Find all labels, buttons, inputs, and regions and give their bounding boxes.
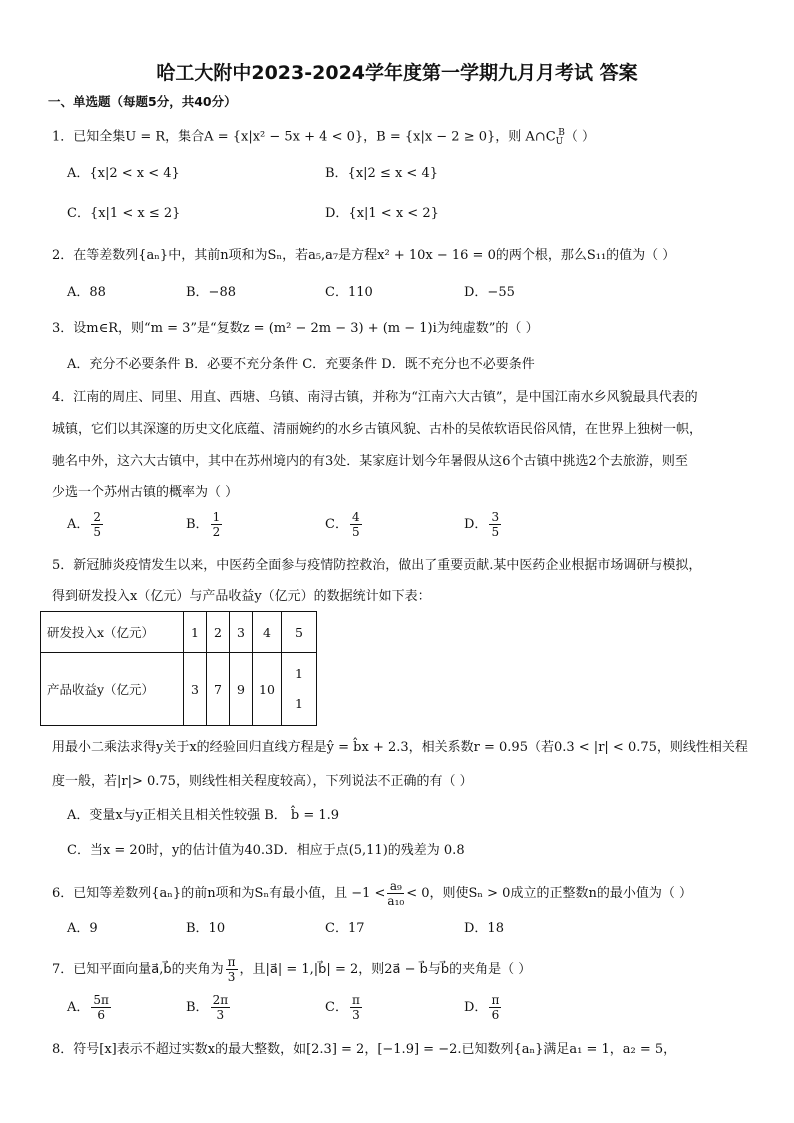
q5-options-cd: C．当x = 20时，y的估计值为40.3D．相应于点(5,11)的残差为 0.8 bbox=[67, 843, 465, 858]
question-6-stem: 6．已知等差数列{aₙ}的前n项和为Sₙ有最小值，且 −1 < $\frac{\text{a₉}}{\text{a₁₀}}$ < 0，则使Sₙ > 0成立的正整数n的最小值为（ ） bbox=[52, 879, 692, 908]
table-cell: 9 bbox=[230, 653, 253, 726]
q3-options: A．充分不必要条件 B．必要不充分条件 C．充要条件 D．既不充分也不必要条件 bbox=[67, 357, 535, 372]
complement-sub: U bbox=[555, 136, 564, 147]
question-5-after-2: 度一般，若|r|> 0.75，则线性相关程度较高），下列说法不正确的有（ ） bbox=[52, 774, 473, 789]
page-title: 哈工大附中2023-2024学年度第一学期九月月考试 答案 bbox=[156, 62, 638, 84]
q1-option-a: A．{x|2 < x < 4} bbox=[67, 166, 180, 181]
q2-option-b: B．−88 bbox=[186, 285, 236, 300]
fraction: $\frac{4}{5}$ bbox=[351, 510, 360, 539]
question-5-line-2: 得到研发投入x（亿元）与产品收益y（亿元）的数据统计如下表： bbox=[52, 589, 431, 604]
question-4-line-3: 驰名中外，这六大古镇中，其中在苏州境内的有3处．某家庭计划今年暑假从这6个古镇中挑选2个去旅游，则至 bbox=[52, 454, 688, 469]
section-heading: 一、单选题（每题5分，共40分） bbox=[48, 94, 237, 109]
question-8-stem: 8．符号[x]表示不超过实数x的最大整数，如[2.3] = 2，[−1.9] = −2.已知数列{aₙ}满足a₁ = 1，a₂ = 5， bbox=[52, 1042, 677, 1057]
table-cell: 4 bbox=[253, 612, 282, 653]
q4-option-d: D． $\frac{3}{5}$ bbox=[464, 510, 500, 539]
data-table bbox=[40, 611, 317, 726]
q7-option-a: A． $\frac{5\pi}{6}$ bbox=[67, 993, 109, 1022]
table-row bbox=[41, 653, 317, 726]
question-4-line-4: 少选一个苏州古镇的概率为（ ） bbox=[52, 485, 239, 500]
table-row-header: 研发投入x（亿元） bbox=[41, 612, 184, 653]
question-2-stem: 2．在等差数列{aₙ}中，其前n项和为Sₙ，若a₅,a₇是方程x² + 10x − 16 = 0的两个根，那么S₁₁的值为（ ） bbox=[52, 248, 676, 263]
table-cell: 1 1 bbox=[282, 653, 317, 726]
table-cell: 1 bbox=[184, 612, 207, 653]
q4-option-a: A． $\frac{2}{5}$ bbox=[67, 510, 102, 539]
q7-option-b: B． $\frac{2\pi}{3}$ bbox=[186, 993, 229, 1022]
question-5-line-1: 5．新冠肺炎疫情发生以来，中医药全面参与疫情防控救治，做出了重要贡献.某中医药企业根据市场调研与模拟， bbox=[52, 558, 702, 573]
question-4-line-2: 城镇，它们以其深邃的历史文化底蕴、清丽婉约的水乡古镇风貌、古朴的吴侬软语民俗风情，在世界上独树一帜， bbox=[52, 422, 703, 437]
question-3-stem: 3．设m∈R，则“m = 3”是“复数z = (m² − 2m − 3) + (m − 1)i为纯虚数”的（ ） bbox=[52, 321, 539, 336]
table-cell: 2 bbox=[207, 612, 230, 653]
question-5-after-1: 用最小二乘法求得y关于x的经验回归直线方程是ŷ = b̂x + 2.3，相关系数r = 0.95（若0.3 < |r| < 0.75，则线性相关程 bbox=[52, 740, 748, 755]
q1-option-b: B．{x|2 ≤ x < 4} bbox=[325, 166, 438, 181]
fraction: $\frac{2\pi}{3}$ bbox=[212, 993, 229, 1022]
q7-option-c: C． $\frac{\pi}{3}$ bbox=[325, 993, 360, 1022]
q7-option-d: D． $\frac{\pi}{6}$ bbox=[464, 993, 500, 1022]
q1-option-d: D．{x|1 < x < 2} bbox=[325, 206, 439, 221]
fraction: $\frac{1}{2}$ bbox=[212, 510, 221, 539]
fraction: $\frac{\pi}{6}$ bbox=[491, 993, 500, 1022]
q6-option-c: C．17 bbox=[325, 921, 365, 936]
table-row-header: 产品收益y（亿元） bbox=[41, 653, 184, 726]
q6-option-b: B．10 bbox=[186, 921, 226, 936]
fraction: $\frac{\pi}{3}$ bbox=[227, 955, 236, 984]
q2-option-c: C．110 bbox=[325, 285, 373, 300]
fraction: $\frac{3}{5}$ bbox=[491, 510, 500, 539]
table-row bbox=[41, 612, 317, 653]
fraction: $\frac{5\pi}{6}$ bbox=[93, 993, 109, 1022]
table-cell: 5 bbox=[282, 612, 317, 653]
complement-sup: B bbox=[558, 128, 565, 138]
table-cell: 3 bbox=[230, 612, 253, 653]
q4-option-c: C． $\frac{4}{5}$ bbox=[325, 510, 360, 539]
q2-option-d: D．−55 bbox=[464, 285, 515, 300]
table-cell: 3 bbox=[184, 653, 207, 726]
question-7-stem: 7．已知平面向量a⃗,b⃗的夹角为 $\frac{\pi}{3}$ ，且|a⃗| = 1,|b⃗| = 2，则2a⃗ − b⃗与b⃗的夹角是（ ） bbox=[52, 955, 532, 984]
q6-option-d: D．18 bbox=[464, 921, 504, 936]
question-1-stem: 1．已知全集U = R，集合A = {x|x² − 5x + 4 < 0}，B = {x|x − 2 ≥ 0}，则 $A\cap C_U^B$（ ） bbox=[52, 128, 596, 147]
table-cell: 10 bbox=[253, 653, 282, 726]
q2-option-a: A．88 bbox=[67, 285, 106, 300]
q5-options-ab: A．变量x与y正相关且相关性较强 B． b̂ = 1.9 bbox=[67, 808, 340, 823]
q4-option-b: B． $\frac{1}{2}$ bbox=[186, 510, 221, 539]
q6-option-a: A．9 bbox=[67, 921, 98, 936]
fraction: $\frac{\pi}{3}$ bbox=[351, 993, 360, 1022]
question-4-line-1: 4．江南的周庄、同里、用直、西塘、乌镇、南浔古镇，并称为“江南六大古镇”，是中国江南水乡风貌最具代表的 bbox=[52, 390, 698, 405]
fraction: $\frac{2}{5}$ bbox=[93, 510, 102, 539]
q1-option-c: C．{x|1 < x ≤ 2} bbox=[67, 206, 181, 221]
fraction: $\frac{\text{a₉}}{\text{a₁₀}}$ bbox=[387, 879, 405, 908]
table-cell: 7 bbox=[207, 653, 230, 726]
